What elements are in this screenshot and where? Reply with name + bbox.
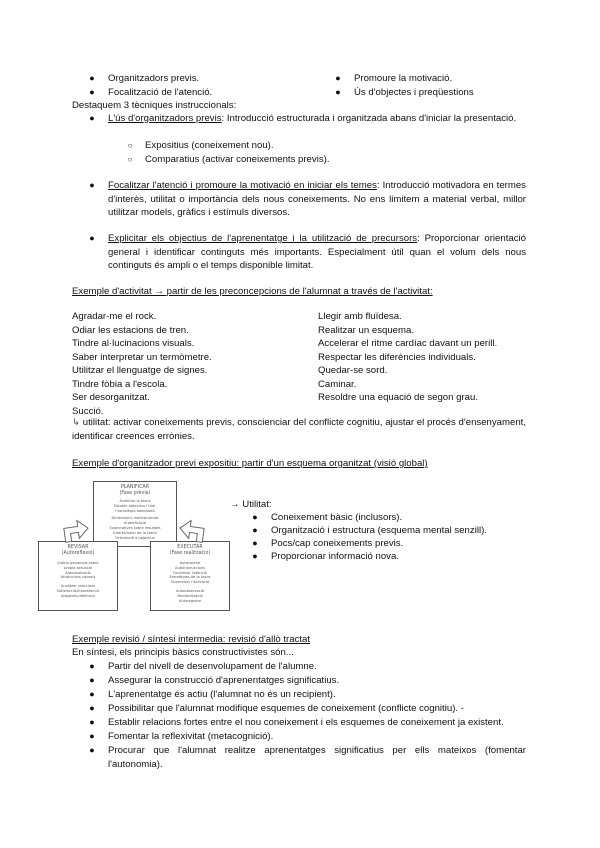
summary-intro: En síntesi, els principis bàsics constructivistes són...	[72, 647, 294, 658]
sub-bullet-marker: ○	[127, 155, 133, 164]
technique-1-text: : Introducció estructurada i organitzada abans d'iniciar la presentació.	[221, 113, 517, 124]
principle-item-5: Establir relacions fortes entre el nou coneixement i els esquemes de coneixement ja existent.	[108, 717, 504, 728]
utility-item-2: Organització i estructura (esquema mental senzill).	[271, 525, 487, 536]
utility-item-4: Proporcionar informació nova.	[271, 551, 399, 562]
activity-item: Utilitzar el llenguatge de signes.	[72, 365, 208, 376]
bullet-marker: ●	[89, 73, 95, 83]
principle-item-1: Partir del nivell de desenvolupament de l'alumne.	[108, 661, 317, 672]
technique-1-sub-1: Expositius (coneixement nou).	[145, 140, 274, 151]
diagram-line: Autoeficàcia	[123, 521, 147, 526]
diagram-box-title: EXECUTAR	[177, 545, 203, 550]
activity-item: Resoldre una equació de segon grau.	[318, 392, 479, 403]
cycle-arrow-right-icon	[176, 515, 212, 543]
sub-bullet-marker: ○	[127, 141, 133, 150]
principle-item-2: Assegurar la construcció d'aprenentatges significatius.	[108, 675, 340, 686]
bullet-marker: ●	[335, 73, 341, 83]
bullet-marker: ●	[89, 745, 95, 755]
diagram-line: l'estratègia adequada	[115, 508, 155, 513]
diagram-line: propia actuació	[64, 565, 92, 570]
corner-arrow-icon: ↳	[72, 417, 81, 428]
technique-1-sub-2: Comparatius (activar coneixements previs).	[145, 154, 330, 165]
activity-item: Odiar les estacions de tren.	[72, 324, 189, 336]
top-bullet-left-2: Focalització de l'atenció.	[108, 87, 213, 98]
diagram-line: Satisfacció/insatisfacció	[56, 588, 100, 593]
activity-utility-text: utilitat: activar coneixements previs, conscienciar del conflicte cognitiu, ajustar el procés d'ensenyament, identificar creences errònies.	[72, 417, 526, 442]
diagram-line: Interès/valor de la tasca	[113, 530, 157, 535]
technique-3	[108, 232, 526, 273]
bullet-marker: ●	[89, 703, 95, 713]
diagram-line: Analitzar reaccions	[60, 584, 96, 589]
activity-item: Agradar-me el rock.	[72, 311, 157, 322]
utility-item-3: Pocs/cap coneixements previs.	[271, 538, 404, 549]
diagram-line: Estratègies de la tasca	[169, 575, 211, 580]
diagram-line: Supervisar l'aplicació	[170, 580, 210, 585]
activity-item: Realitzar un esquema.	[318, 324, 414, 336]
diagram-line: Expectatives sobre resultats	[109, 525, 161, 530]
diagram-box-execute	[150, 541, 230, 611]
diagram-box-review	[38, 541, 118, 611]
diagram-line: Judicis personals sobre	[57, 561, 99, 565]
bullet-marker: ●	[252, 551, 258, 561]
diagram-box-title: REVISAR	[67, 545, 89, 550]
techniques-intro: Destaquem 3 tècniques instruccionals:	[72, 100, 237, 111]
activity-item: Quedar-se sord.	[318, 365, 388, 376]
activity-example-heading: Exemple d'activitat → partir de les preconcepcions de l'alumnat a través de l'activitat:	[72, 286, 433, 297]
principle-item-4: Possibilitar que l'alumnat modifique esquemes de coneixement (conflicte cognitiu). -	[108, 703, 464, 714]
organizer-example-heading: Exemple d'organitzador previ expositiu: partir d'un esquema organitzat (visió global)	[72, 458, 428, 469]
activity-item: Llegir amb fluïdesa.	[318, 311, 402, 322]
principle-item-7: Procurar que l'alumnat realitze aprenentatges significatius per ells mateixos (fomentar l'autonomia).	[108, 745, 526, 770]
activity-item: Accelerar el ritme cardíac davant un perill.	[318, 338, 498, 349]
diagram-line: Autoregistre	[178, 598, 202, 603]
bullet-marker: ●	[89, 87, 95, 97]
technique-1-title: L'ús d'organitzadors previs	[108, 113, 222, 124]
bullet-marker: ●	[89, 731, 95, 741]
activity-right-column	[318, 310, 497, 405]
diagram-box-subtitle: (Fase prèvia)	[119, 491, 151, 496]
activity-utility-note	[72, 416, 526, 443]
bullet-marker: ●	[252, 525, 258, 535]
bullet-marker: ●	[89, 717, 95, 727]
bullet-marker: ●	[89, 689, 95, 699]
diagram-line: Adaptatiu/defensiu	[60, 593, 96, 598]
technique-2-title: Focalitzar l'atenció i promoure la motivació en iniciar els temes	[108, 180, 377, 191]
bullet-marker: ●	[335, 87, 341, 97]
diagram-line: Dimensions motivacionals	[111, 516, 159, 521]
activity-left-column	[72, 310, 212, 418]
activity-item: Caminar.	[318, 378, 357, 390]
bullet-marker: ●	[89, 113, 95, 123]
diagram-box-subtitle: (Autoreflexió)	[61, 551, 95, 556]
technique-3-text: : Proporcionar orientació general i identificar continguts més importants. Especialment útil quan el volum dels nous continguts és ampli o el temps disponible limitat.	[108, 233, 526, 271]
diagram-box-plan	[93, 481, 177, 547]
activity-item: Succió.	[72, 405, 104, 417]
diagram-line: Orientació a objectius	[115, 535, 155, 540]
bullet-marker: ●	[252, 538, 258, 548]
summary-example-heading: Exemple revisió / síntesi intermedia: revisió d'allò tractat	[72, 634, 311, 645]
technique-3-title: Explicitar els objectius de l'aprenentatge i la utilització de precursors	[108, 233, 418, 244]
activity-item: Tindre al·lucinacions visuals.	[72, 338, 195, 349]
diagram-line: Analitzar la tasca	[119, 499, 151, 503]
diagram-line: Autocontrol	[179, 561, 201, 565]
diagram-line: Autoobservació	[176, 588, 204, 593]
top-bullet-left-1: Organitzadors previs.	[108, 73, 200, 84]
cycle-arrow-left-icon	[56, 515, 92, 543]
principle-item-6: Fomentar la reflexivitat (metacognició).	[108, 731, 274, 742]
self-regulation-diagram	[38, 479, 228, 611]
technique-2-text: : Introducció motivadora en termes d'interès, utilitat o importància dels nous coneixements. No ens limitem a material verbal, millor utilitzar models, gràfics i estímuls diversos.	[108, 180, 526, 218]
utility-item-1: Coneixement bàsic (inclusors).	[271, 512, 403, 523]
top-bullet-right-1: Promoure la motivació.	[354, 73, 453, 84]
diagram-line: Autoavaluació	[65, 570, 91, 575]
bullet-marker: ●	[89, 661, 95, 671]
activity-item: Respectar les diferències individuals.	[318, 351, 476, 363]
activity-item: Tindre fòbia a l'escola.	[72, 378, 168, 390]
diagram-line: Monitorització	[177, 593, 203, 598]
diagram-line: Atribucions causals	[60, 575, 96, 580]
diagram-box-subtitle: (Fase realització)	[169, 551, 211, 556]
diagram-box-title: PLANIFICAR	[120, 485, 150, 490]
top-bullet-right-2: Ús d'objectes i preqüestions	[354, 87, 474, 98]
bullet-marker: ●	[89, 180, 95, 190]
diagram-line: Autoinstruccions	[175, 565, 205, 570]
diagram-line: Establir objectius i triar	[114, 503, 156, 508]
bullet-marker: ●	[252, 512, 258, 522]
technique-1	[108, 112, 526, 126]
activity-item: Saber interpretar un termòmetre.	[72, 351, 212, 363]
bullet-marker: ●	[89, 233, 95, 243]
activity-item: Ser desorganitzat.	[72, 392, 150, 403]
utility-label: → Utilitat:	[230, 499, 272, 510]
principle-item-3: L'aprenentatge és actiu (l'alumnat no és un recipient).	[108, 689, 336, 700]
technique-2	[108, 179, 526, 220]
diagram-line: Focalitzar l'atenció	[173, 570, 207, 575]
bullet-marker: ●	[89, 675, 95, 685]
